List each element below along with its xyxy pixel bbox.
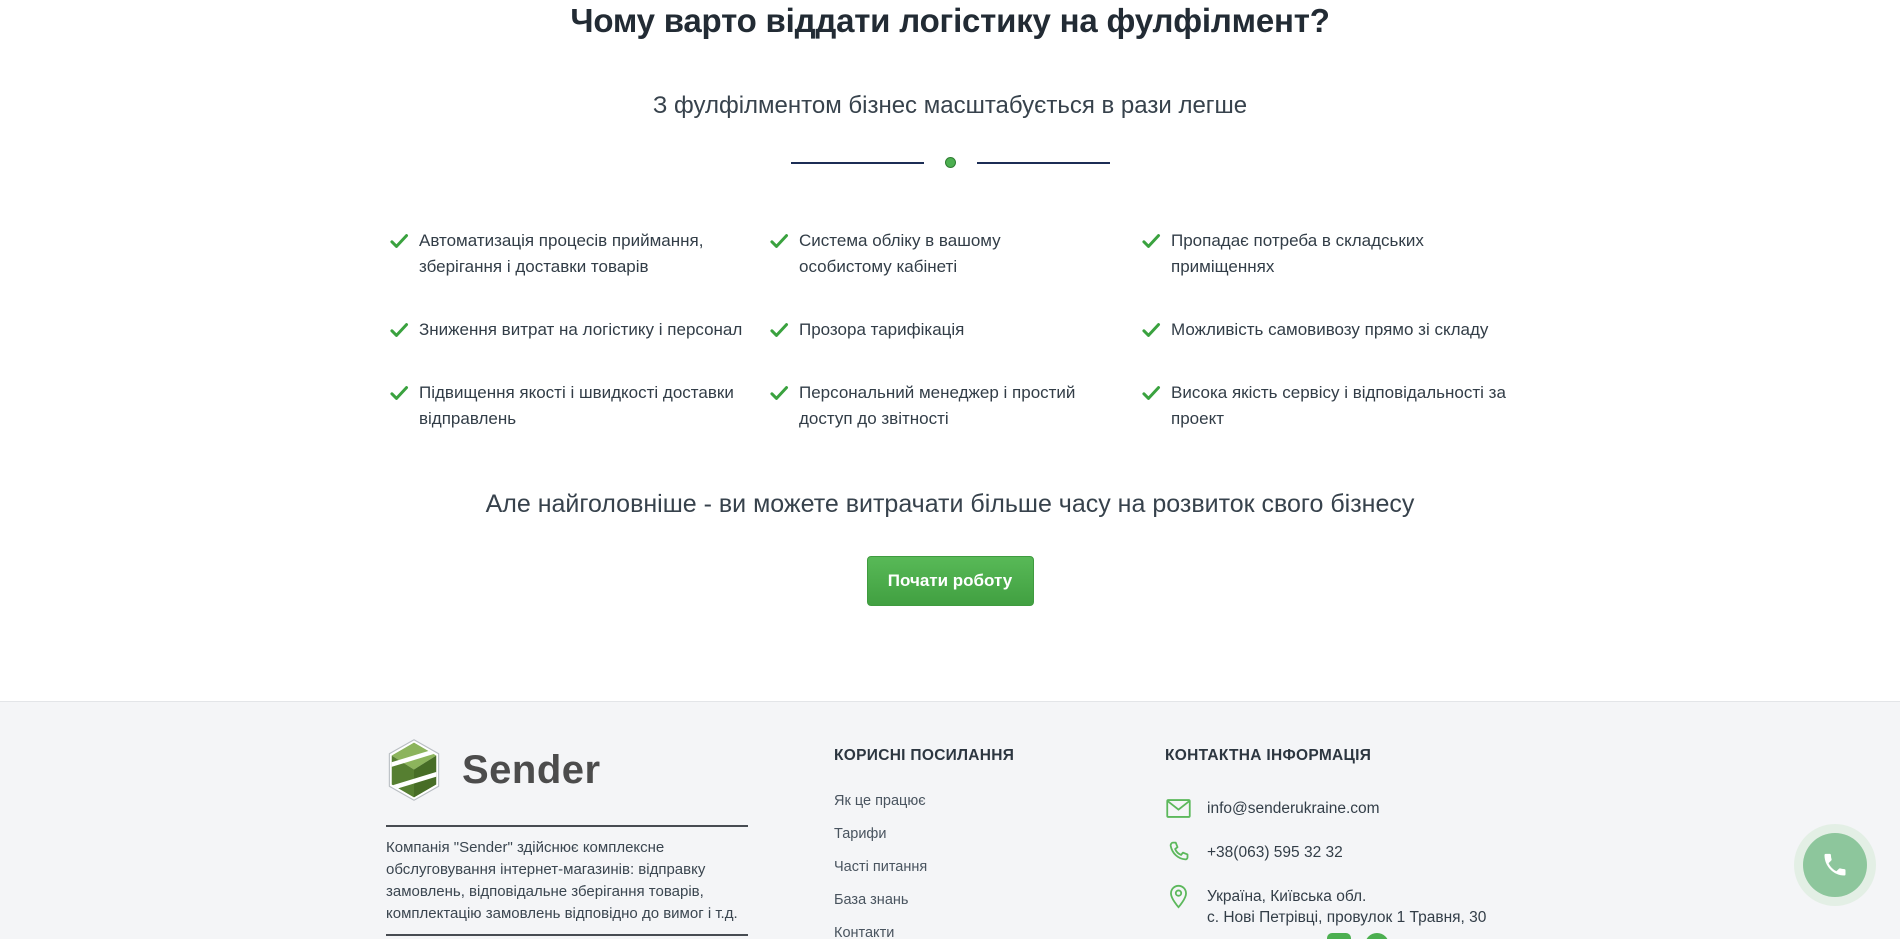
- phone-icon: [1803, 833, 1867, 897]
- feature-text: Автоматизація процесів приймання, зберігання і доставки товарів: [419, 231, 704, 276]
- feature-item: [389, 317, 769, 343]
- feature-text: Система обліку в вашому особистому кабінеті: [799, 231, 1001, 276]
- footer-link[interactable]: Як це працює: [834, 793, 926, 809]
- contact-row: [1165, 883, 1515, 928]
- contact-text[interactable]: info@senderukraine.com: [1207, 800, 1380, 817]
- contact-row[interactable]: [1165, 839, 1515, 866]
- check-icon: [1141, 231, 1161, 251]
- check-icon: [389, 320, 409, 340]
- contact-rows: [1165, 795, 1515, 928]
- feature-text: Висока якість сервісу і відповідальності за проект: [1171, 383, 1506, 428]
- check-icon: [1141, 383, 1161, 403]
- sender-logo[interactable]: [386, 739, 748, 801]
- contact-text[interactable]: +38(063) 595 32 32: [1207, 844, 1343, 861]
- footer-company-column: [386, 739, 748, 936]
- footer-link[interactable]: Контакти: [834, 925, 895, 939]
- footer-link-item: [834, 858, 1084, 876]
- feature-item: [1141, 317, 1511, 343]
- phone-icon: [1165, 839, 1192, 866]
- section-title: Чому варто віддати логістику на фулфілмент?: [570, 2, 1330, 39]
- check-icon: [769, 231, 789, 251]
- section-subtitle: З фулфілментом бізнес масштабується в рази легше: [652, 92, 1248, 119]
- divider-line-right: [977, 162, 1110, 164]
- footer: [0, 701, 1900, 939]
- social-icons: [1327, 933, 1389, 939]
- feature-item: [769, 228, 1141, 280]
- feature-text: Пропадає потреба в складських приміщеннях: [1171, 231, 1424, 276]
- envelope-icon: [1165, 795, 1192, 822]
- features-grid: [389, 228, 1511, 432]
- footer-link-item: [834, 792, 1084, 810]
- divider-line-left: [791, 162, 924, 164]
- footer-link-item: [834, 924, 1084, 939]
- footer-link[interactable]: Часті питання: [834, 859, 928, 875]
- feature-text: Персональний менеджер і простий доступ до звітності: [799, 383, 1076, 428]
- feature-item: [389, 380, 769, 432]
- company-description: Компанія "Sender" здійснює комплексне обслуговування інтернет-магазинів: відправку замовлень, відповідальне зберігання товарів, комплектацію замовлень відповідно до вимог і т.д.: [386, 839, 738, 922]
- feature-item: [1141, 228, 1511, 280]
- footer-links-list: [834, 792, 1084, 939]
- footer-link-item: [834, 891, 1084, 909]
- call-button[interactable]: [1794, 824, 1876, 906]
- feature-item: [1141, 380, 1511, 432]
- check-icon: [769, 320, 789, 340]
- check-icon: [389, 231, 409, 251]
- contact-row[interactable]: [1165, 795, 1515, 822]
- check-icon: [389, 383, 409, 403]
- location-pin-icon: [1165, 883, 1192, 910]
- social-icon-square[interactable]: [1327, 933, 1351, 939]
- social-icon-circle[interactable]: [1365, 933, 1389, 939]
- footer-links-column: [834, 747, 1084, 939]
- footer-divider-top: [386, 825, 748, 827]
- footer-contacts-column: [1165, 747, 1515, 939]
- footer-link-item: [834, 825, 1084, 843]
- check-icon: [1141, 320, 1161, 340]
- feature-item: [769, 317, 1141, 343]
- feature-text: Підвищення якості і швидкості доставки відправлень: [419, 383, 734, 428]
- contact-text: Україна, Київська обл. с. Нові Петрівці, провулок 1 Травня, 30: [1207, 888, 1487, 926]
- section-divider: [0, 157, 1900, 168]
- footer-link[interactable]: Тарифи: [834, 826, 887, 842]
- feature-item: [769, 380, 1141, 432]
- feature-text: Зниження витрат на логістику і персонал: [419, 320, 743, 339]
- contact-info-title: КОНТАКТНА ІНФОРМАЦІЯ: [1165, 747, 1372, 764]
- footer-link[interactable]: База знань: [834, 892, 909, 908]
- feature-text: Прозора тарифікація: [799, 320, 965, 339]
- useful-links-title: КОРИСНІ ПОСИЛАННЯ: [834, 747, 1015, 764]
- feature-text: Можливість самовивозу прямо зі складу: [1171, 320, 1489, 339]
- divider-dot: [945, 157, 956, 168]
- sender-logo-icon: [386, 739, 442, 801]
- check-icon: [769, 383, 789, 403]
- start-work-button[interactable]: Почати роботу: [867, 556, 1034, 606]
- feature-item: [389, 228, 769, 280]
- closing-statement: Але найголовніше - ви можете витрачати більше часу на розвиток свого бізнесу: [485, 490, 1415, 518]
- logo-text: Sender: [462, 747, 601, 792]
- footer-divider-bottom: [386, 934, 748, 936]
